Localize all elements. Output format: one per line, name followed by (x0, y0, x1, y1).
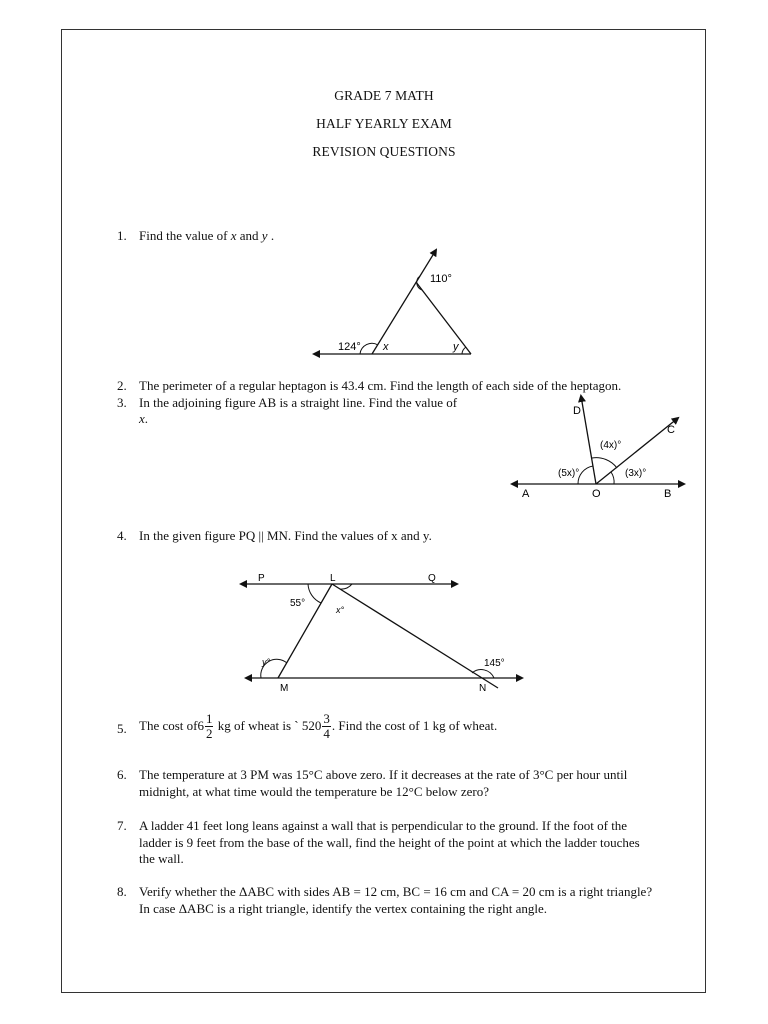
label-A: A (522, 488, 530, 500)
angle-label-y: y (453, 341, 459, 353)
angle-label-x: x (383, 341, 389, 353)
variable-x: x (230, 228, 237, 243)
question-text: A ladder 41 feet long leans against a wall that is perpendicular to the ground. If the foot of the (139, 818, 628, 833)
angle-label-5x: (5x)° (558, 468, 580, 479)
label-D: D (573, 405, 581, 417)
left-side (372, 250, 436, 354)
right-side (416, 282, 471, 354)
variable-x: x (139, 411, 145, 426)
question-text: In the adjoining figure AB is a straight line. Find the value of (139, 395, 458, 410)
label-P: P (258, 573, 265, 584)
angle-label-145: 145° (484, 658, 505, 669)
question-text-part: kg of wheat is ` (214, 718, 302, 734)
question-text-continued: ladder is 9 feet from the base of the wall, find the height of the point at which the ladder touches (139, 834, 640, 850)
label-B: B (664, 488, 672, 500)
angle-arc (611, 472, 614, 484)
question-number: 1. (117, 228, 127, 243)
question-text (139, 712, 497, 741)
label-N: N (479, 683, 487, 694)
question-text (139, 228, 274, 245)
question-text-continued: midnight, at what time would the temperature be 12°C below zero? (139, 783, 489, 799)
question-text-part: . (267, 228, 275, 243)
angle-label-x: x° (336, 605, 345, 615)
question-number: 6. (117, 767, 127, 782)
fraction-denominator: 2 (205, 726, 213, 741)
question-text: The perimeter of a regular heptagon is 43.4 cm. Find the length of each side of the heptagon. (139, 378, 622, 393)
angle-arc (592, 458, 617, 468)
question-text-part: The cost of (139, 718, 198, 734)
question-text-part: Find the value of (139, 228, 231, 243)
straight-line-figure (506, 392, 690, 504)
fraction-numerator: 1 (205, 711, 213, 726)
fraction-denominator: 4 (323, 726, 330, 741)
question-text-continued: In case ΔABC is a right triangle, identify the vertex containing the right angle. (139, 900, 547, 916)
question-text-part: . (144, 411, 149, 426)
angle-label-110: 110° (430, 273, 452, 285)
fraction-whole: 6 (197, 718, 204, 734)
question-text: The temperature at 3 PM was 15°C above zero. If it decreases at the rate of 3°C per hour until (139, 767, 628, 782)
angle-label-4x: (4x)° (600, 440, 622, 451)
label-O: O (592, 488, 601, 500)
label-C: C (667, 424, 675, 436)
question-text-part: . Find the cost of 1 kg of wheat. (331, 718, 498, 734)
angle-arc (340, 584, 352, 589)
label-M: M (280, 683, 289, 694)
label-L: L (330, 573, 336, 584)
triangle-figure (308, 244, 478, 362)
angle-arc (308, 584, 321, 603)
label-Q: Q (428, 573, 436, 584)
exam-grade-title: GRADE 7 MATH (334, 88, 434, 103)
exam-type-title: HALF YEARLY EXAM (316, 116, 452, 131)
question-text: Verify whether the ΔABC with sides AB = 12 cm, BC = 16 cm and CA = 20 cm is a right triangle? (139, 884, 653, 899)
question-text-continued (139, 411, 148, 428)
question-number: 2. (117, 378, 127, 393)
variable-y: y (261, 228, 268, 243)
fraction-whole: 520 (301, 718, 322, 734)
question-number: 5. (117, 721, 127, 736)
question-text-continued: the wall. (139, 851, 184, 866)
question-number: 4. (117, 528, 127, 543)
question-number: 3. (117, 395, 127, 410)
angle-arc (462, 347, 466, 354)
angle-label-55: 55° (290, 598, 306, 609)
angle-label-124: 124° (338, 341, 361, 353)
fraction-numerator: 3 (323, 711, 330, 726)
fraction-one-half (205, 712, 214, 741)
exam-subtitle: REVISION QUESTIONS (312, 144, 456, 159)
angle-arc (578, 466, 593, 484)
parallel-lines-figure (236, 570, 528, 700)
question-number: 7. (117, 818, 127, 833)
angle-label-3x: (3x)° (625, 468, 647, 479)
question-number: 8. (117, 884, 127, 899)
question-text-part: and (236, 228, 262, 243)
question-text: In the given figure PQ || MN. Find the values of x and y. (139, 528, 432, 543)
angle-label-y: y° (262, 657, 271, 667)
fraction-three-quarters (322, 712, 331, 741)
